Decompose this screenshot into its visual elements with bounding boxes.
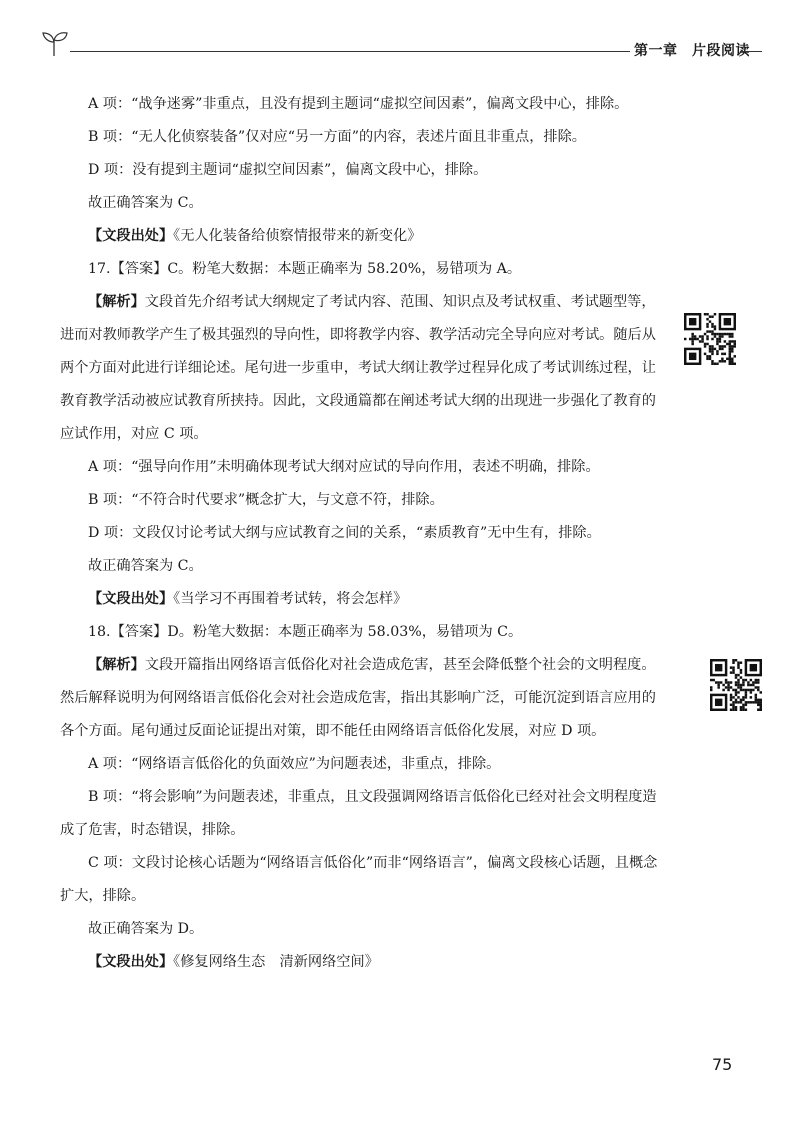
option-b-analysis: B 项：“不符合时代要求”概念扩大，与文意不符，排除。	[88, 492, 444, 508]
page-body	[60, 88, 660, 979]
option-d-analysis: D 项：文段仅讨论考试大纲与应试教育之间的关系，“素质教育”无中生有，排除。	[88, 525, 601, 541]
option-a-analysis: A 项：“网络语言低俗化的负面效应”为问题表述，非重点，排除。	[88, 756, 501, 772]
header-rule-right	[740, 51, 762, 52]
option-c-analysis: C 项：文段讨论核心话题为“网络语言低俗化”而非“网络语言”，偏离文段核心话题，且概念扩大，排除。	[60, 855, 658, 904]
option-b-analysis: B 项：“将会影响”为问题表述，非重点，且文段强调网络语言低俗化已经对社会文明程度造成了危害，时态错误，排除。	[60, 789, 657, 838]
correct-answer-line: 故正确答案为 C。	[88, 195, 203, 211]
source-line: 【文段出处】《当学习不再围着考试转，将会怎样》	[88, 591, 408, 607]
explanation-17: 【解析】文段首先介绍考试大纲规定了考试内容、范围、知识点及考试权重、考试题型等，进而对教师教学产生了极其强烈的导向性，即将教学内容、教学活动完全导向应对考试。随后从两个方面对此进行详细论述。尾句进一步重申，考试大纲让教学过程异化成了考试训练过程，让教育教学活动被应试教育所挟持。因此，文段通篇都在阐述考试大纲的出现进一步强化了教育的应试作用，对应 C 项。	[60, 294, 656, 442]
explanation-label: 【解析】	[88, 657, 145, 673]
header-rule	[70, 51, 630, 52]
qr-code-icon[interactable]	[684, 313, 736, 365]
answer-line-17: 17.【答案】C。粉笔大数据：本题正确率为 58.20%，易错项为 A。	[88, 261, 522, 277]
page-number: 75	[712, 1055, 733, 1074]
correct-answer-line: 故正确答案为 C。	[88, 558, 203, 574]
source-line: 【文段出处】《无人化装备给侦察情报带来的新变化》	[88, 228, 422, 244]
source-label: 【文段出处】	[88, 591, 174, 607]
source-line: 【文段出处】《修复网络生态 清新网络空间》	[88, 954, 379, 970]
source-label: 【文段出处】	[88, 228, 174, 244]
explanation-label: 【解析】	[88, 294, 145, 310]
option-a-analysis: A 项：“强导向作用”未明确体现考试大纲对应试的导向作用，表述不明确，排除。	[88, 459, 600, 475]
explanation-18: 【解析】文段开篇指出网络语言低俗化对社会造成危害，甚至会降低整个社会的文明程度。然后解释说明为何网络语言低俗化会对社会造成危害，指出其影响广泛，可能沉淀到语言应用的各个方面。尾句通过反面论证提出对策，即不能任由网络语言低俗化发展，对应 D 项。	[60, 657, 656, 739]
option-a-analysis: A 项：“战争迷雾”非重点，且没有提到主题词“虚拟空间因素”，偏离文段中心，排除。	[88, 96, 629, 112]
page-header	[40, 24, 760, 64]
answer-line-18: 18.【答案】D。粉笔大数据：本题正确率为 58.03%，易错项为 C。	[88, 624, 523, 640]
option-d-analysis: D 项：没有提到主题词“虚拟空间因素”，偏离文段中心，排除。	[88, 162, 488, 178]
source-label: 【文段出处】	[88, 954, 174, 970]
option-b-analysis: B 项：“无人化侦察装备”仅对应“另一方面”的内容，表述片面且非重点，排除。	[88, 129, 586, 145]
chapter-title: 第一章 片段阅读	[634, 43, 750, 59]
sprout-icon	[40, 30, 74, 58]
qr-code-icon[interactable]	[710, 659, 762, 711]
correct-answer-line: 故正确答案为 D。	[88, 921, 204, 937]
